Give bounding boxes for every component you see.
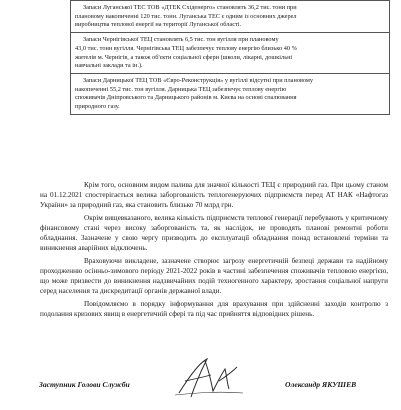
signatory-name: Олександр ЯКУШЕВ — [285, 380, 357, 389]
stock-table — [70, 0, 390, 115]
table-line: виробництва теплової енергії на території Луганської області. — [75, 21, 242, 29]
table-row — [71, 0, 389, 32]
table-line: споживачів Дніпровського та Дарницького районів м. Києва на основі спалювання — [75, 94, 297, 102]
table-row — [71, 73, 389, 114]
handwritten-signature — [165, 353, 247, 401]
paragraph-notice: Повідомляємо в порядку інформування для врахування при здійсненні заходів контролю з подолання кризових явищ в енергетичній сфері та під час прийняття відповідних рішень. — [40, 299, 388, 318]
paragraph-financial-state: Окрім вищевказаного, велика кількість підприємств теплової генерації перебувають у критичному фінансовому стані через високу заборгованість та, як наслідок, не проводять планові ремонтні роботи обладнання. Зазначене у свою чергу призводить до експлуатації обладнання понад встановлені терміни та виникнення аварійних відключень. — [40, 213, 388, 253]
letter-body — [40, 180, 388, 322]
table-line: Запаси Чернігівської ТЕЦ становлять 6,5 тис. тон вугілля при плановому — [83, 36, 279, 44]
table-line: накопиченні 55,2 тис. тон вугілля. Дарницька ТЕЦ забезпечує теплову енергію — [75, 85, 287, 93]
paragraph-security-threat: Враховуючи викладене, зазначене створює загрозу енергетичній безпеці держави та надійному проходженню осінньо-зимового періоду 2021-2022 років в частині забезпечення споживачів тепловою енергією, що може призвести до виникнення надзвичайних подій техногенного характеру, зростання соціальної напруги серед населення та дискредитації органів державної влади. — [40, 256, 388, 296]
table-line: Запаси Дарницької ТЕЦ ТОВ «Євро-Реконструкція» у вугіллі відсутні при плановому — [83, 76, 314, 84]
signatory-title: Заступник Голови Служби — [39, 380, 130, 389]
table-line: навчальні заклади та ін.). — [75, 62, 143, 70]
paragraph-gas-debt: Крім того, основним видом палива для значної кількості ТЕЦ є природний газ. При цьому станом на 01.12.2021 спостерігається велика заборгованість теплогенеруючих підприємств перед АТ НАК «Нафтогаз України» за природний газ, яка становить близько 70 млрд грн. — [40, 181, 388, 210]
table-line: жителів м. Чернігів, а також об'єкти соціальної сфери (школи, лікарні, дошкільні — [75, 53, 293, 61]
table-row — [71, 32, 389, 73]
table-line: природного газу. — [75, 103, 120, 111]
table-line: плановому накопиченні 120 тис. тонн. Луганська ТЕС є одним із основних джерел — [75, 12, 297, 20]
table-line: Запаси Луганської ТЕС ТОВ «ДТЕК Східенерго» становлять 36,2 тис. тони при — [83, 4, 297, 11]
table-line: 43,0 тис. тонн вугілля. Чернігівська ТЕЦ забезпечує теплову енергію близько 40 % — [75, 44, 297, 52]
